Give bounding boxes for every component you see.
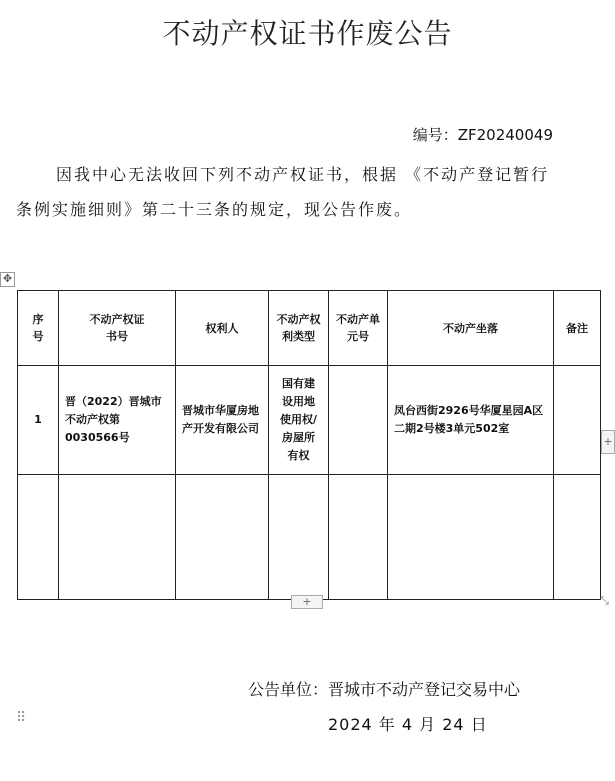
header-right-type: 不动产权利类型 xyxy=(269,291,329,366)
cell-owner: 晋城市华厦房地产开发有限公司 xyxy=(176,366,269,475)
add-column-button[interactable] xyxy=(601,430,615,454)
empty-cell xyxy=(554,475,601,600)
document-number: 编号：ZF20240049 xyxy=(412,126,553,144)
table-resize-handle[interactable] xyxy=(600,594,613,607)
empty-cell xyxy=(329,475,388,600)
header-location: 不动产坐落 xyxy=(388,291,554,366)
table-move-handle[interactable] xyxy=(0,272,15,287)
table-row xyxy=(18,366,601,475)
add-row-button[interactable] xyxy=(291,595,323,609)
header-owner: 权利人 xyxy=(176,291,269,366)
resize-icon: ⤡ xyxy=(600,594,609,607)
page-title: 不动产权证书作废公告 xyxy=(162,17,453,50)
cell-index: 1 xyxy=(18,366,59,475)
empty-cell xyxy=(18,475,59,600)
plus-icon: + xyxy=(603,435,613,448)
empty-cell xyxy=(269,475,329,600)
empty-cell xyxy=(59,475,176,600)
move-icon: ✥ xyxy=(2,272,13,285)
cell-right-type: 国有建设用地使用权/房屋所有权 xyxy=(269,366,329,475)
empty-cell xyxy=(388,475,554,600)
notice-paragraph: 因我中心无法收回下列不动产权证书，根据 《不动产登记暂行条例实施细则》第二十三条的规定，现公告作废。 xyxy=(16,165,550,219)
paragraph-drag-handle[interactable] xyxy=(16,710,26,726)
table-header-row xyxy=(18,291,601,366)
header-remark: 备注 xyxy=(554,291,601,366)
cell-remark xyxy=(554,366,601,475)
header-unit-no: 不动产单元号 xyxy=(329,291,388,366)
announcement-date: 2024 年 4 月 24 日 xyxy=(328,715,488,734)
announcing-unit: 公告单位：晋城市不动产登记交易中心 xyxy=(248,680,521,699)
plus-icon: + xyxy=(302,595,312,608)
cell-unit-no xyxy=(329,366,388,475)
header-index: 序号 xyxy=(18,291,59,366)
cell-cert-no: 晋（2022）晋城市不动产权第0030566号 xyxy=(59,366,176,475)
cell-location: 凤台西街2926号华厦星园A区二期2号楼3单元502室 xyxy=(388,366,554,475)
table-row-empty xyxy=(18,475,601,600)
header-cert-no: 不动产权证书号 xyxy=(59,291,176,366)
drag-grip-icon: ⠿ xyxy=(16,710,26,726)
empty-cell xyxy=(176,475,269,600)
notice-table xyxy=(17,290,601,600)
